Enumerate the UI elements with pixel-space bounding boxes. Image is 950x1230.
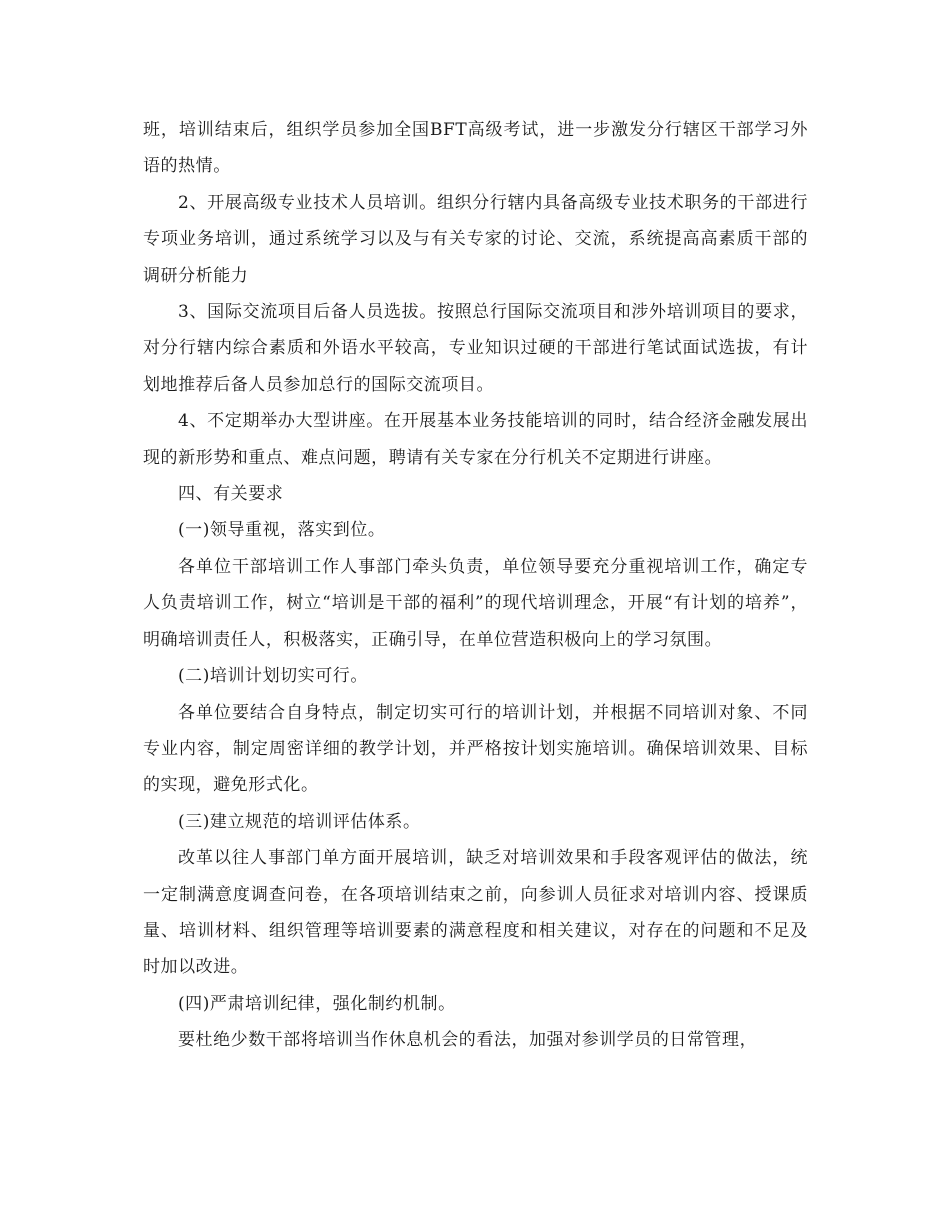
paragraph-leadership: 各单位干部培训工作人事部门牵头负责，单位领导要充分重视培训工作，确定专人负责培训工作，树立“培训是干部的福利”的现代培训理念，开展“有计划的培养”，明确培训责任人，积极落实，正确引导，在单位营造积极向上的学习氛围。 (143, 556, 808, 650)
paragraph-discipline: 要杜绝少数干部将培训当作休息机会的看法，加强对参训学员的日常管理， (178, 1030, 758, 1051)
paragraph-international-exchange-selection: 3、国际交流项目后备人员选拔。按照总行国际交流项目和涉外培训项目的要求，对分行辖内综合素质和外语水平较高，专业知识过硬的干部进行笔试面试选拔，有计划地推荐后备人员参加总行的国际交流项目。 (143, 302, 808, 395)
paragraph-lectures: 4、不定期举办大型讲座。在开展基本业务技能培训的同时，结合经济金融发展出现的新形势和重点、难点问题，聘请有关专家在分行机关不定期进行讲座。 (143, 411, 808, 468)
paragraph-continuation: 班，培训结束后，组织学员参加全国BFT高级考试，进一步激发分行辖区干部学习外语的热情。 (143, 120, 808, 177)
section-heading-requirements: 四、有关要求 (178, 484, 284, 505)
document-body (143, 112, 808, 1059)
subheading-discipline: (四)严肃培训纪律，强化制约机制。 (178, 993, 456, 1014)
subheading-evaluation-system: (三)建立规范的培训评估体系。 (178, 811, 421, 832)
subheading-leadership: (一)领导重视，落实到位。 (178, 520, 386, 541)
paragraph-senior-technical-training: 2、开展高级专业技术人员培训。组织分行辖内具备高级专业技术职务的干部进行专项业务培训，通过系统学习以及与有关专家的讨论、交流，系统提高高素质干部的调研分析能力 (143, 192, 808, 286)
subheading-training-plan: (二)培训计划切实可行。 (178, 666, 368, 687)
paragraph-evaluation-system: 改革以往人事部门单方面开展培训，缺乏对培训效果和手段客观评估的做法，统一定制满意度调查问卷，在各项培训结束之前，向参训人员征求对培训内容、授课质量、培训材料、组织管理等培训要素的满意程度和相关建议，对存在的问题和不足及时加以改进。 (143, 848, 808, 978)
paragraph-training-plan: 各单位要结合自身特点，制定切实可行的培训计划，并根据不同培训对象、不同专业内容，制定周密详细的教学计划，并严格按计划实施培训。确保培训效果、目标的实现，避免形式化。 (143, 702, 808, 796)
